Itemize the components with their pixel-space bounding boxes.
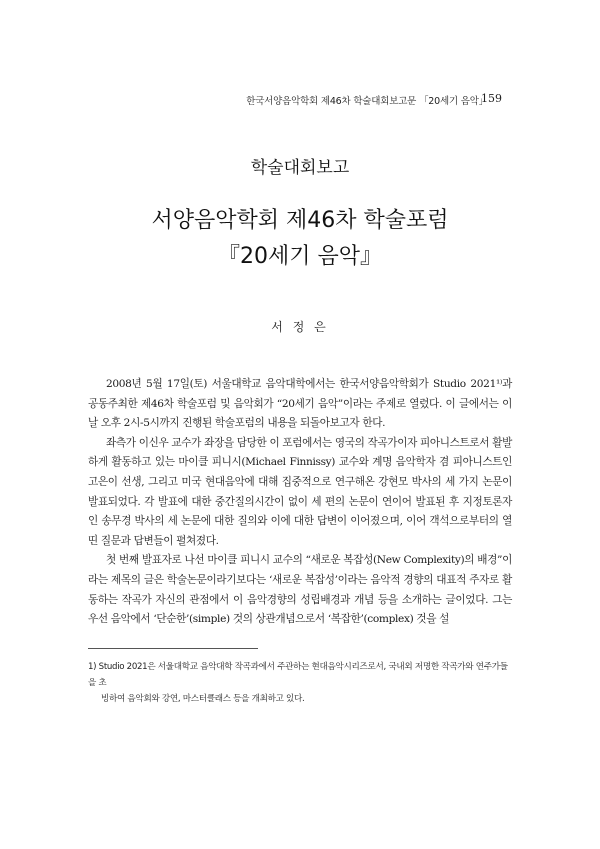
page-number: 159: [481, 92, 502, 105]
footnote-divider: [88, 648, 258, 649]
title-line-1: 서양음악학회 제46차 학술포럼: [151, 208, 449, 233]
paragraph-1: 2008년 5월 17일(토) 서울대학교 음악대학에서는 한국서양음악학회가 Studio 2021¹⁾과 공동주최한 제46차 학술포럼 및 음악회가 “20세기 음악”이라는 주제로 열렸다. 이 글에서는 이날 오후 2시-5시까지 진행된 학술포럼의 내용을 되돌아보고자 한다.: [88, 378, 512, 430]
footnote-text-1: Studio 2021은 서울대학교 음악대학 작곡과에서 주관하는 현대음악시리즈로서, 국내외 저명한 작곡가와 연주가들을 초: [88, 662, 508, 688]
running-header: 한국서양음악학회 제46차 학술대회보고문 「20세기 음악」: [246, 96, 488, 107]
article-title: [0, 203, 600, 275]
section-label: 학술대회보고: [250, 158, 350, 178]
paragraph-3: 첫 번째 발표자로 나선 마이클 피니시 교수의 “새로운 복잡성(New Complexity)의 배경”이라는 제목의 글은 학술논문이라기보다는 ‘새로운 복잡성’이라는 음악적 경향의 대표적 주자로 활동하는 작곡가 자신의 관점에서 이 음악경향의 성립배경과 개념 등을 소개하는 글이었다. 그는 우선 음악에서 ‘단순한’(simple) 것의 상관개념으로서 ‘복잡한’(complex) 것을 설: [88, 554, 512, 626]
title-line-2: 『20세기 음악』: [218, 244, 382, 269]
footnote-line-2: 빙하여 음악회와 강연, 마스터클래스 등을 개최하고 있다.: [101, 694, 305, 704]
author-name: 서 정 은: [271, 320, 329, 334]
body-text: [88, 375, 512, 630]
footnote: [88, 659, 508, 707]
footnote-marker: 1): [88, 662, 97, 672]
paragraph-2: 좌측가 이신우 교수가 좌장을 담당한 이 포럼에서는 영국의 작곡가이자 피아니스트로서 활발하게 활동하고 있는 마이클 피니시(Michael Finnissy) 교수와 계명 음악학자 겸 피아니스트인 고은이 선생, 그리고 미국 현대음악에 대해 집중적으로 연구해온 강현모 박사의 세 가지 논문이 발표되었다. 각 발표에 대한 중간질의시간이 없이 세 편의 논문이 연이어 발표된 후 지정토론자인 송무경 박사의 세 논문에 대한 질의와 이에 대한 답변이 이어졌으며, 이어 객석으로부터의 열띤 질문과 답변들이 펼쳐졌다.: [88, 436, 512, 547]
footnote-line-1: [88, 659, 508, 691]
